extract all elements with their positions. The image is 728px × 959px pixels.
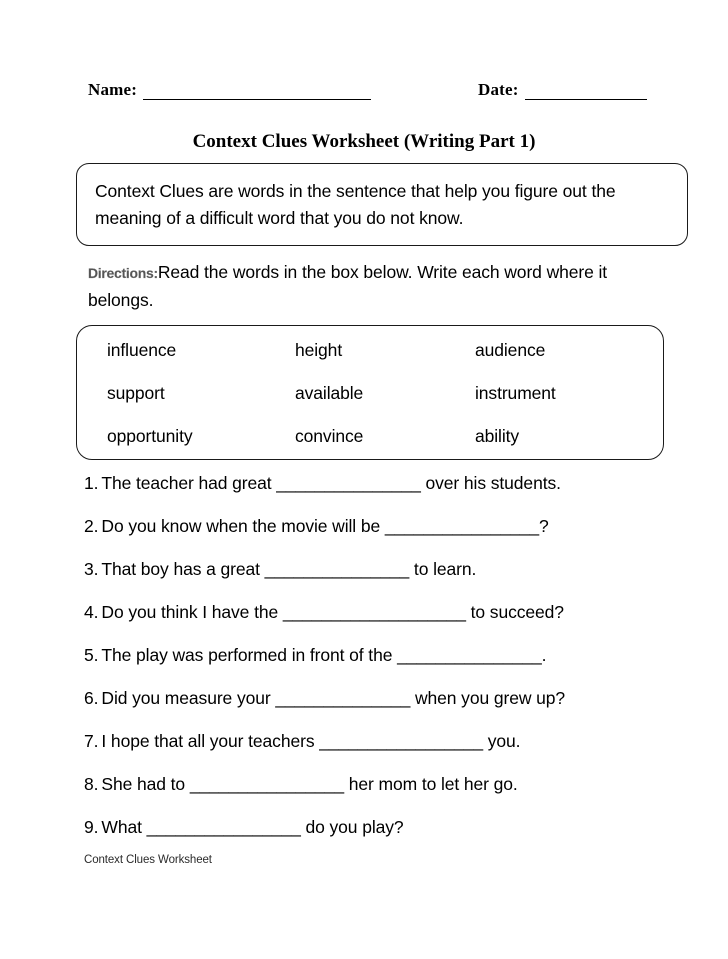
name-date-row (88, 80, 640, 106)
page-title: Context Clues Worksheet (Writing Part 1) (192, 131, 536, 152)
definition-box (76, 163, 688, 246)
question-text: That boy has a great _______________ to learn. (101, 559, 477, 579)
question-item[interactable] (84, 733, 684, 776)
question-item[interactable] (84, 647, 684, 690)
date-label: Date: (478, 80, 519, 99)
word-bank-row (77, 383, 663, 426)
question-text: Do you know when the movie will be ________________? (101, 516, 549, 536)
word-bank-word: audience (475, 340, 546, 360)
question-number: 9. (84, 817, 99, 837)
word-bank-word: convince (295, 426, 364, 446)
word-bank-word: height (295, 340, 343, 360)
question-item[interactable] (84, 776, 684, 819)
date-field-group (478, 80, 647, 100)
directions-text: Read the words in the box below. Write each word where it belongs. (88, 262, 608, 310)
name-blank-line[interactable] (143, 85, 371, 100)
word-bank-row (77, 426, 663, 469)
date-blank-line[interactable] (525, 85, 647, 100)
word-bank-word: support (107, 383, 165, 403)
word-bank-word: influence (107, 340, 177, 360)
questions-list (84, 475, 684, 862)
question-number: 3. (84, 559, 99, 579)
name-field-group (88, 80, 371, 100)
question-text: Do you think I have the ___________________ to succeed? (101, 602, 564, 622)
word-bank-word: opportunity (107, 426, 193, 446)
question-number: 2. (84, 516, 99, 536)
footer-label: Context Clues Worksheet (84, 854, 212, 866)
question-item[interactable] (84, 518, 684, 561)
question-number: 1. (84, 473, 99, 493)
question-number: 4. (84, 602, 99, 622)
question-text: I hope that all your teachers _________________ you. (101, 731, 521, 751)
word-bank-word: instrument (475, 383, 556, 403)
word-bank-word: available (295, 383, 364, 403)
question-text: She had to ________________ her mom to let her go. (101, 774, 518, 794)
question-text: The play was performed in front of the _______________. (101, 645, 547, 665)
word-bank-row (77, 340, 663, 383)
word-bank-box (76, 325, 664, 460)
question-text: Did you measure your ______________ when you grew up? (101, 688, 566, 708)
word-bank-word: ability (475, 426, 520, 446)
question-item[interactable] (84, 561, 684, 604)
question-item[interactable] (84, 690, 684, 733)
question-number: 5. (84, 645, 99, 665)
question-item[interactable] (84, 604, 684, 647)
question-number: 6. (84, 688, 99, 708)
definition-text: Context Clues are words in the sentence that help you figure out the meaning of a difficult word that you do not know. (95, 181, 616, 229)
question-number: 7. (84, 731, 99, 751)
directions-block (88, 258, 668, 314)
question-text: The teacher had great _______________ over his students. (101, 473, 561, 493)
name-label: Name: (88, 80, 138, 99)
question-text: What ________________ do you play? (101, 817, 404, 837)
question-item[interactable] (84, 475, 684, 518)
directions-label: Directions: (88, 265, 158, 281)
question-number: 8. (84, 774, 99, 794)
